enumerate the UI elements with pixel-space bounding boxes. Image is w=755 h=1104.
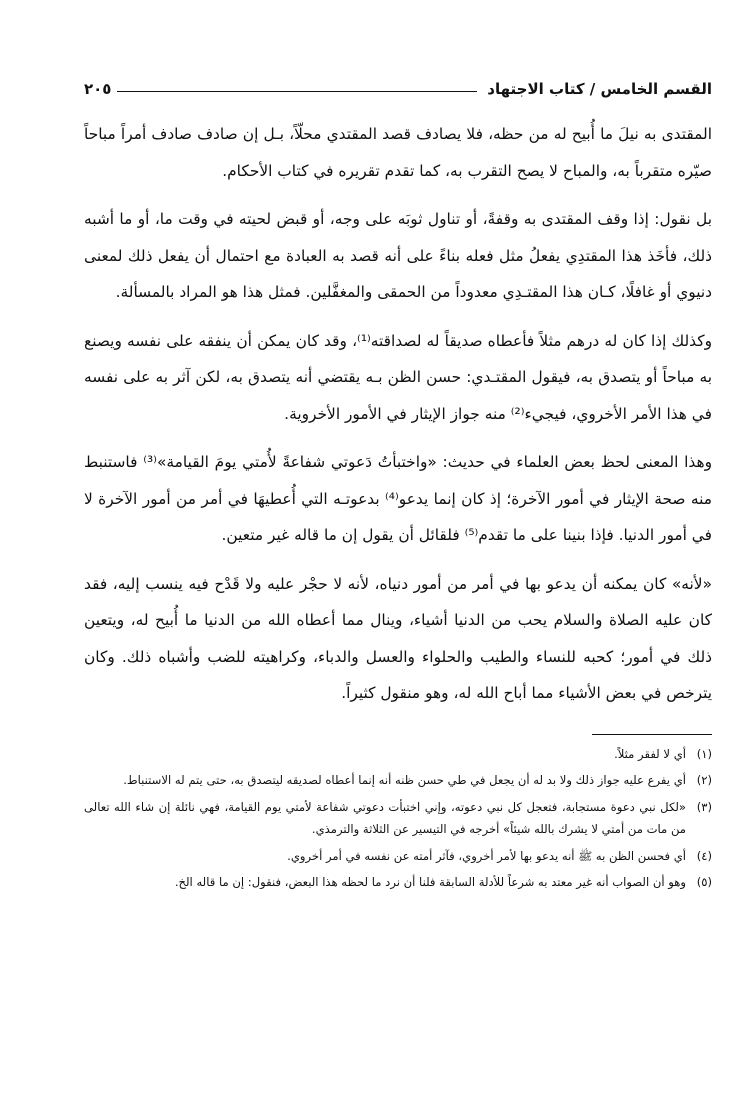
page-number: ٢٠٥	[84, 80, 112, 98]
footnote	[84, 796, 712, 841]
paragraph: بل نقول: إذا وقف المقتدى به وقفةً، أو تناول ثوبَه على وجه، أو قبض لحيته في وقت ما، أو ما أشبه ذلك، فأخَذ هذا المقتدِي يفعلُ مثل فعله بناءً على أنه قصد به العبادة مع احتمال أن يفعل ذلك لمعنى دنيوي أو غافلًا، كـان هذا المقتـدِي معدوداً من الحمقى والمغفَّلين. فمثل هذا هو المراد بالمسألة.	[84, 210, 712, 301]
footnote-text: «لكل نبي دعوة مستجابة، فتعجل كل نبي دعوته، وإني اختبأت دعوتي شفاعة لأمتي يوم القيامة، فهي نائلة إن شاء الله تعالى من مات من أمتي لا يشرك بالله شيئاً» أخرجه في التيسير عن الثلاثة والترمذي.	[84, 799, 686, 836]
footnote-text: أي فحسن الظن به ﷺ أنه يدعو بها لأمر أخروي، فآثر أمته عن نفسه في أمر أخروي.	[287, 848, 686, 863]
footnote	[84, 871, 712, 894]
footnote-text: أي يفرع عليه جواز ذلك ولا بد له أن يجعل في طي حسن ظنه أنه إنما أعطاه لصديقه ليتصدق به، حتى يتم له الاستنباط.	[123, 773, 686, 787]
book-page	[84, 70, 712, 898]
footnote-separator	[592, 734, 712, 735]
running-header	[84, 70, 712, 98]
footnote	[84, 845, 712, 868]
paragraph: المقتدى به نيلَ ما أُبيح له من حظه، فلا يصادف قصد المقتدي محلّاً، بـل إن صادف صادف أمراً مباحاً صيّره متقرباً به، والمباح لا يصح التقرب به، كما تقدم تقريره في كتاب الأحكام.	[84, 125, 712, 180]
footnote	[84, 743, 712, 766]
paragraph: وكذلك إذا كان له درهم مثلاً فأعطاه صديقاً له لصداقته⁽¹⁾، وقد كان يمكن أن ينفقه على نفسه ويصنع به مباحاً أو يتصدق به، فيقول المقتـدي: حسن الظن بـه يقتضي أنه يتصدق به، لكن آثر به على نفسه في هذا الأمر الأخروي، فيجيء⁽²⁾ منه جواز الإيثار في الأمور الأخروية.	[84, 331, 712, 423]
footnote	[84, 769, 712, 792]
header-rule	[117, 91, 477, 92]
footnote-number: (٤)	[696, 848, 712, 863]
paragraph: «لأنه» كان يمكنه أن يدعو بها في أمر من أمور دنياه، لأنه لا حجْر عليه ولا قَدْح فيه ينسب إليه، فقد كان عليه الصلاة والسلام يحب من الدنيا أشياء، وينال مما أعطاه الله من الدنيا ما أُبيح له، ويتعين ذلك في أمور؛ كحبه للنساء والطيب والحلواء والعسل والدباء، وكراهيته للضب وأشباه ذلك. وكان يترخص في بعض الأشياء مما أباح الله له، وهو منقول كثيراً.	[84, 574, 712, 702]
footnote-text: أي لا لفقر مثلاً.	[614, 746, 686, 761]
footnotes	[84, 743, 712, 894]
footnote-number: (٥)	[696, 875, 712, 889]
body-text	[84, 116, 712, 712]
paragraph: وهذا المعنى لحظ بعض العلماء في حديث: «واختبأتُ دَعوتي شفاعةً لأُمتي يومَ القيامة»⁽³⁾ فاستنبط منه صحة الإيثار في أمور الآخرة؛ إذ كان إنما يدعو⁽⁴⁾ بدعوتـه التي أُعطيهَا في أمر من أمور الآخرة لا في أمور الدنيا. فإذا بنينا على ما تقدم⁽⁵⁾ فلقائل أن يقول إن ما قاله غير متعين.	[84, 453, 713, 544]
footnote-number: (١)	[696, 746, 712, 761]
header-title: القسم الخامس / كتاب الاجتهاد	[487, 80, 712, 98]
footnote-number: (٣)	[696, 799, 712, 814]
footnote-number: (٢)	[696, 773, 712, 787]
footnote-text: وهو أن الصواب أنه غير معتد به شرعاً للأدلة السابقة فلنا أن نرد ما لحظه هذا البعض، فنقول: إن ما قاله الخ.	[174, 875, 686, 889]
